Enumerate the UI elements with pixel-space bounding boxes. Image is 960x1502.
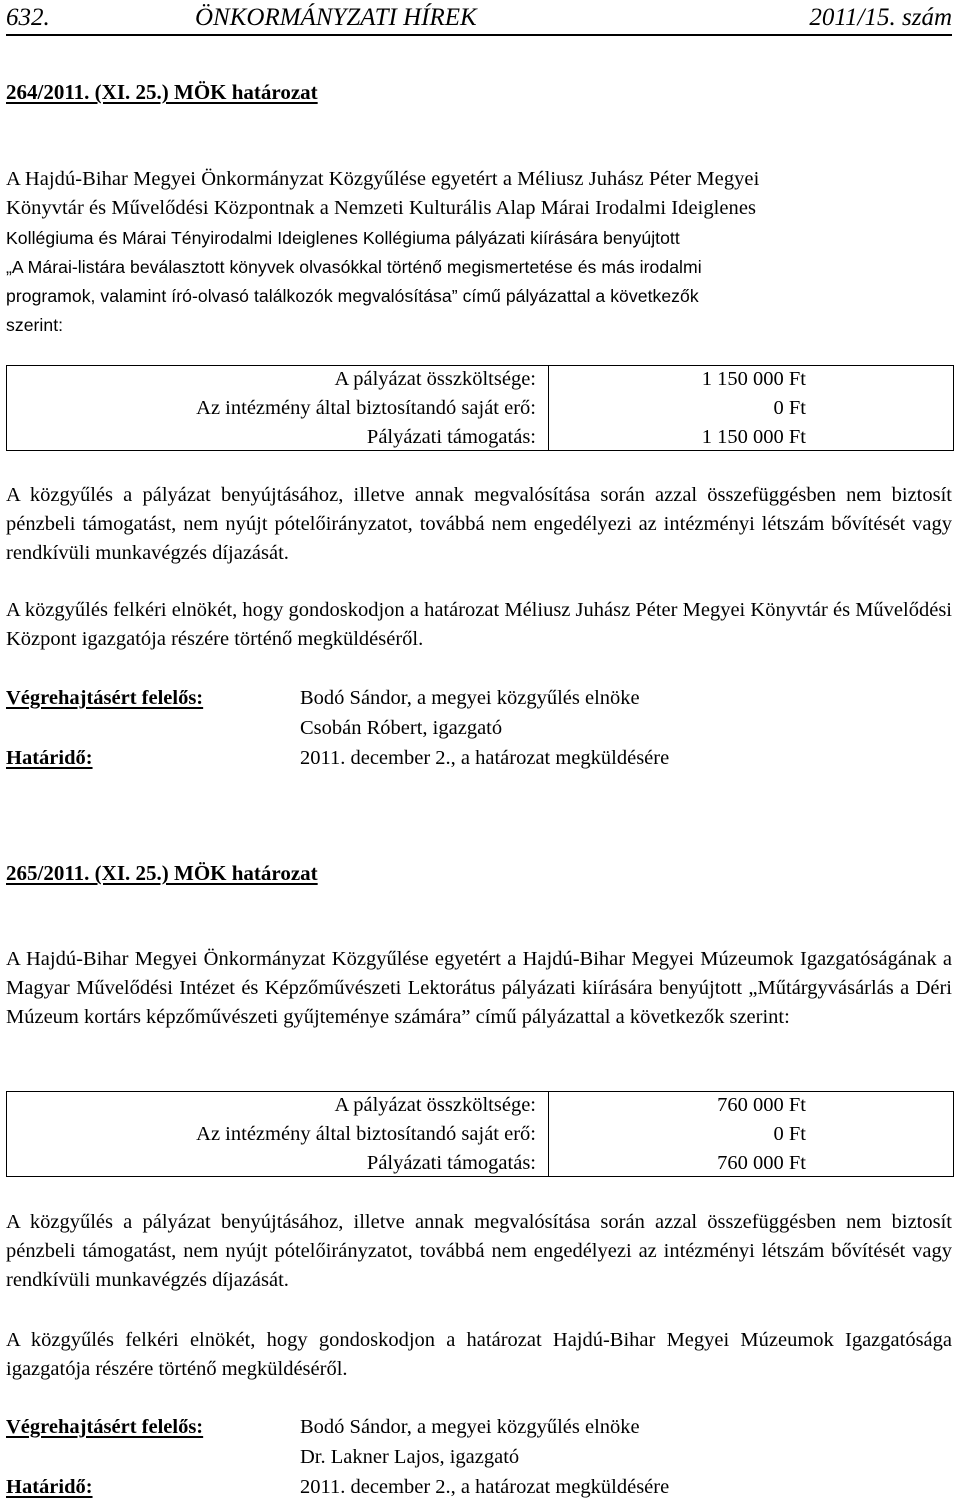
responsible-person: Csobán Róbert, igazgató	[300, 717, 503, 739]
resolution-title: 265/2011. (XI. 25.) MÖK határozat	[6, 861, 318, 885]
page-number: 632.	[6, 4, 50, 31]
support-paragraph: A közgyűlés a pályázat benyújtásához, illetve annak megvalósítása során azzal összefüggésben nem biztosít pénzbeli támogatást, nem nyújt pótelőirányzatot, továbbá nem engedélyezi az intézményi létszám bővítését vagy rendkívüli munkavégzés díjazását.	[6, 1211, 952, 1291]
budget-value: 0 Ft	[773, 397, 806, 419]
budget-value: 1 150 000 Ft	[701, 426, 806, 448]
intro-line: A Hajdú-Bihar Megyei Önkormányzat Közgyűlése egyetért a Méliusz Juhász Péter Megyei	[6, 168, 760, 190]
responsibility-block	[6, 1412, 952, 1502]
table-row	[7, 368, 953, 397]
budget-value: 760 000 Ft	[717, 1152, 806, 1174]
intro-line: szerint:	[6, 315, 64, 336]
resolution-intro: A Hajdú-Bihar Megyei Önkormányzat Közgyűlése egyetért a Hajdú-Bihar Megyei Múzeumok Igazgatóságának a Magyar Művelődési Intézet és Képzőművészeti Lektorátus pályázati kiírására benyújtott „Műtárgyvásárlás a Déri Múzeum kortárs képzőművészeti gyűjteménye számára” című pályázattal a következők szerint:	[6, 948, 952, 1028]
responsible-label: Végrehajtásért felelős:	[6, 687, 204, 709]
responsibility-block	[6, 683, 952, 773]
deadline-label: Határidő:	[6, 1476, 93, 1498]
publication-title: ÖNKORMÁNYZATI HÍREK	[195, 4, 477, 31]
intro-line: Könyvtár és Művelődési Központnak a Nemzeti Kulturális Alap Márai Irodalmi Ideiglenes	[6, 197, 757, 220]
budget-label: Az intézmény által biztosítandó saját erő:	[196, 397, 536, 419]
table-row	[7, 1094, 953, 1123]
table-row	[7, 1123, 953, 1152]
deadline-value: 2011. december 2., a határozat megküldésére	[300, 1476, 670, 1498]
page-header	[6, 4, 952, 36]
budget-label: Az intézmény által biztosítandó saját erő:	[196, 1123, 536, 1145]
responsible-person: Bodó Sándor, a megyei közgyűlés elnöke	[300, 1416, 640, 1438]
issue-number: 2011/15. szám	[809, 4, 952, 31]
budget-value: 1 150 000 Ft	[701, 368, 806, 390]
table-row	[7, 397, 953, 426]
intro-line: „A Márai-listára beválasztott könyvek olvasókkal történő megismertetése és más irodalmi	[6, 256, 702, 277]
budget-table	[6, 1091, 954, 1177]
budget-table	[6, 365, 954, 451]
request-paragraph: A közgyűlés felkéri elnökét, hogy gondoskodjon a határozat Hajdú-Bihar Megyei Múzeumok Igazgatósága igazgatója részére történő megküldéséről.	[6, 1329, 952, 1380]
table-row	[7, 426, 953, 455]
table-row	[7, 1152, 953, 1181]
budget-label: A pályázat összköltsége:	[334, 368, 536, 390]
deadline-label: Határidő:	[6, 747, 93, 769]
resolution-intro	[6, 165, 952, 341]
resolution-title: 264/2011. (XI. 25.) MÖK határozat	[6, 80, 318, 104]
intro-line: Kollégiuma és Márai Tényirodalmi Ideiglenes Kollégiuma pályázati kiírására benyújtott	[6, 227, 680, 248]
support-paragraph: A közgyűlés a pályázat benyújtásához, illetve annak megvalósítása során azzal összefüggésben nem biztosít pénzbeli támogatást, nem nyújt pótelőirányzatot, továbbá nem engedélyezi az intézményi létszám bővítését vagy rendkívüli munkavégzés díjazását.	[6, 484, 952, 564]
intro-line: programok, valamint író-olvasó találkozók megvalósítása” című pályázattal a következők	[6, 286, 699, 307]
deadline-value: 2011. december 2., a határozat megküldésére	[300, 747, 670, 769]
responsible-person: Dr. Lakner Lajos, igazgató	[300, 1446, 520, 1468]
budget-label: Pályázati támogatás:	[366, 426, 536, 448]
budget-label: Pályázati támogatás:	[366, 1152, 536, 1174]
responsible-person: Bodó Sándor, a megyei közgyűlés elnöke	[300, 687, 640, 709]
request-paragraph: A közgyűlés felkéri elnökét, hogy gondoskodjon a határozat Méliusz Juhász Péter Megyei Könyvtár és Művelődési Központ igazgatója részére történő megküldéséről.	[6, 599, 952, 650]
budget-value: 760 000 Ft	[717, 1094, 806, 1116]
responsible-label: Végrehajtásért felelős:	[6, 1416, 204, 1438]
budget-value: 0 Ft	[773, 1123, 806, 1145]
budget-label: A pályázat összköltsége:	[334, 1094, 536, 1116]
